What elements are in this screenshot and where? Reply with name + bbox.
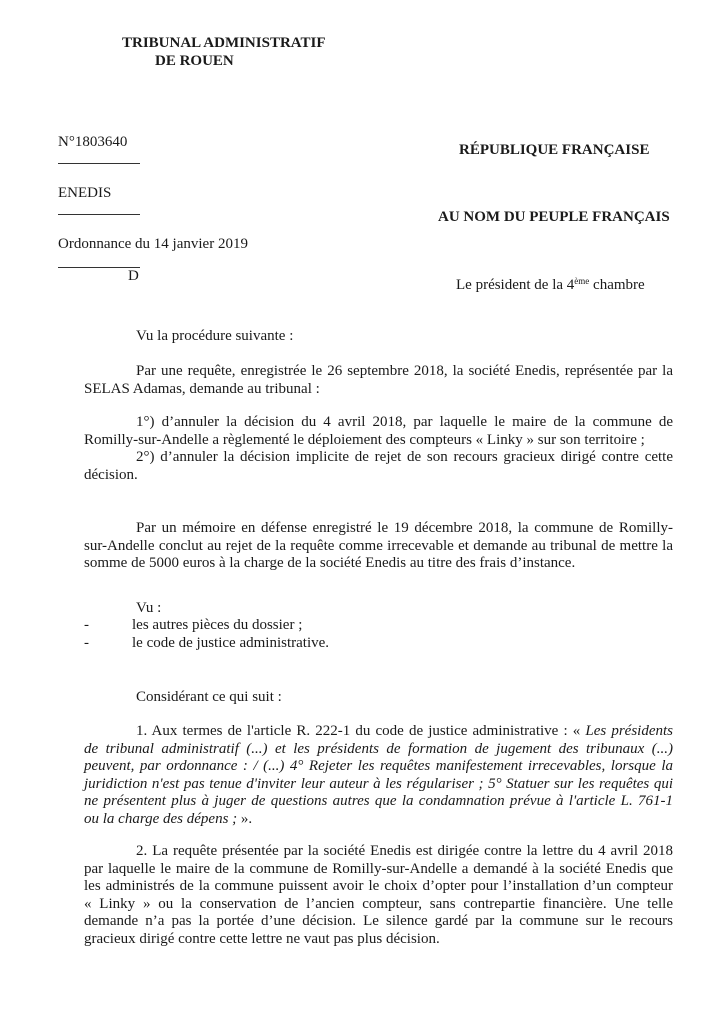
considerant-heading: Considérant ce qui suit : bbox=[136, 689, 282, 705]
point2-paragraph: 2°) d’annuler la décision implicite de rejet de son recours gracieux dirigé contre cette décision. bbox=[84, 449, 673, 483]
point1-paragraph: 1°) d’annuler la décision du 4 avril 2018, par laquelle le maire de la commune de Romilly-sur-Andelle a règlementé le déploiement des compteurs « Linky » sur son territoire ; bbox=[84, 414, 673, 448]
ordonnance-date: Ordonnance du 14 janvier 2019 bbox=[58, 236, 248, 252]
requete-paragraph: Par une requête, enregistrée le 26 septembre 2018, la société Enedis, représentée par la SELAS Adamas, demande au tribunal : bbox=[84, 363, 673, 397]
au-nom-heading: AU NOM DU PEUPLE FRANÇAIS bbox=[438, 209, 670, 225]
divider bbox=[58, 214, 140, 215]
president-line: Le président de la 4ème chambre bbox=[456, 276, 645, 293]
divider bbox=[58, 163, 140, 164]
memoire-paragraph: Par un mémoire en défense enregistré le 19 décembre 2018, la commune de Romilly- sur-Andelle conclut au rejet de la requête comme irrecevable et demande au tribunal de mettre la somme de 5000 euros à la charge de la société Enedis au titre des frais d’instance. bbox=[84, 520, 673, 572]
court-name-line1: TRIBUNAL ADMINISTRATIF bbox=[122, 35, 326, 51]
procedure-heading: Vu la procédure suivante : bbox=[136, 328, 294, 344]
case-number: N°1803640 bbox=[58, 134, 128, 150]
court-name-line2: DE ROUEN bbox=[155, 53, 234, 69]
party-name: ENEDIS bbox=[58, 185, 112, 201]
considerant-paragraph-2: 2. La requête présentée par la société Enedis est dirigée contre la lettre du 4 avril 2018 par laquelle le maire de la commune de Romilly-sur-Andelle a demandé à la société Enedis que les administrés de la commune puissent avoir le choix d’opter pour l’installation d’un compteur « Linky » ou la conservation de l’ancien compteur, sans contrepartie financière. Une telle demande n’a pas la portée d’une décision. Le silence gardé par la commune sur le recours gracieux dirigé contre cette lettre ne vaut pas plus décision. bbox=[84, 843, 673, 947]
code-letter: D bbox=[128, 268, 139, 284]
bullet-dash: - bbox=[84, 635, 89, 651]
vu-list-item: - les autres pièces du dossier ; bbox=[84, 617, 303, 633]
vu-heading: Vu : bbox=[136, 600, 162, 616]
republique-heading: RÉPUBLIQUE FRANÇAISE bbox=[459, 142, 650, 158]
vu-list-item: - le code de justice administrative. bbox=[84, 635, 330, 651]
bullet-dash: - bbox=[84, 617, 89, 633]
considerant-paragraph-1: 1. Aux termes de l'article R. 222-1 du code de justice administrative : « Les présidents de tribunal administratif (...) et les présidents de formation de jugement des tribunaux (...) peuvent, par ordonnance : / (...) 4° Rejeter les requêtes manifestement irrecevables, lorsque la juridiction n'est pas tenue d'inviter leur auteur à les régulariser ; 5° Statuer sur les requêtes qui ne présentent plus à juger de questions autres que la condamnation prévue à l'article L. 761-1 ou la charge des dépens ; ». bbox=[84, 723, 674, 827]
